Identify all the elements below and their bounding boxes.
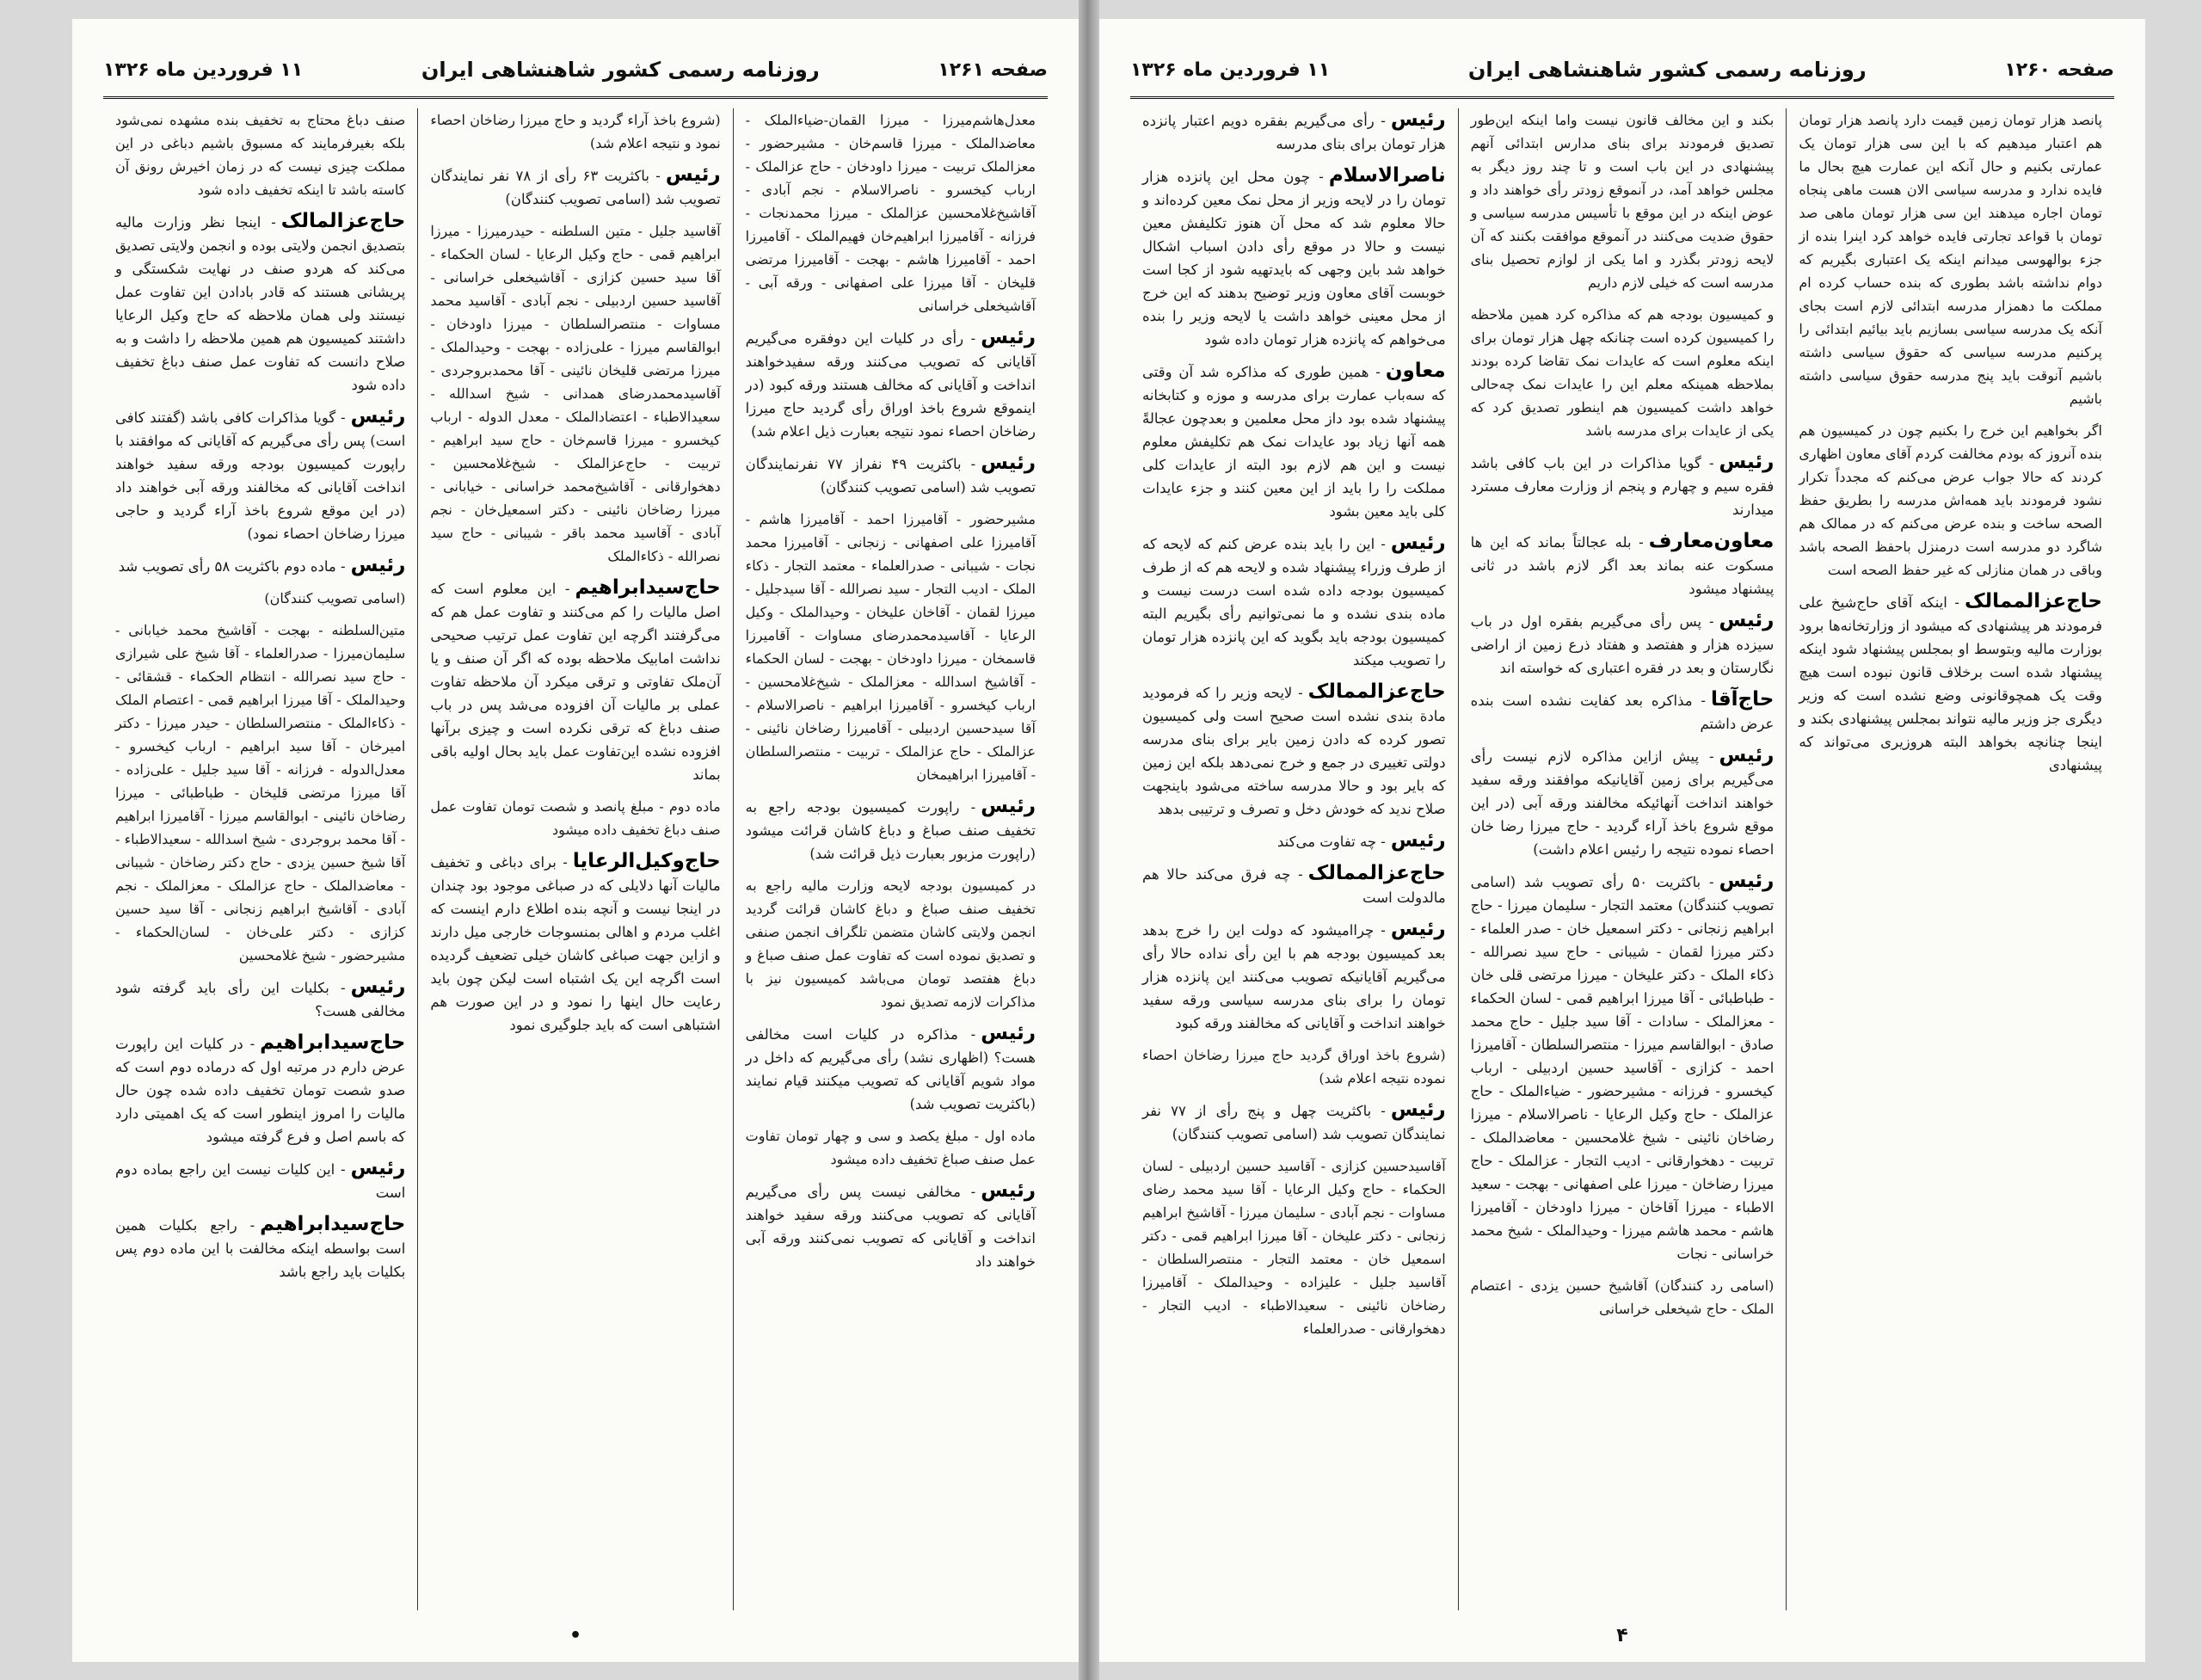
speech-paragraph	[1142, 862, 1446, 909]
paragraph-text: - باکثریت ۶۳ رأی از ۷۸ نفر نمایندگان تصویب شد (اسامی تصویب کنندگان)	[430, 168, 721, 207]
speaker-name: رئیس	[981, 326, 1036, 348]
newspaper-title: روزنامه رسمی کشور شاهنشاهی ایران	[421, 58, 820, 82]
paragraph-text: - رأی می‌گیریم بفقره دویم اعتبار پانزده هزار تومان برای بنای مدرسه	[1141, 113, 1446, 152]
speaker-name: رئیس	[1719, 451, 1775, 473]
paragraph-text: - راجع بکلیات همین است بواسطه اینکه مخالفت با این ماده دوم پس بکلیات باید راجع باشد	[115, 1217, 406, 1280]
speaker-name: رئیس	[350, 554, 406, 576]
speaker-name: رئیس	[981, 1179, 1036, 1202]
speech-paragraph	[1142, 918, 1446, 1035]
column	[417, 108, 732, 1610]
paragraph-text: - باکثریت ۵۰ رأی تصویب شد (اسامی تصویب کنندگان) معتمد التجار - سلیمان میرزا - حاج ابراهیم زنجانی - دکتر اسمعیل خان - صدر العلماء - دکتر میرزا لقمان - شیبانی - حاج سید نصرالله - ذکاء الملک - دکتر علیخان - میرزا مرتضی قلی خان - طباطبائی - آقا میرزا ابراهیم قمی - لسان الحکماء - معزالملک - سادات - آقا سید جلیل - حاج محمد صادق - ابوالقاسم میرزا - منتصرالسلطان - آقامیرزا احمد - کزازی - آقاسید حسین اردبیلی - ارباب کیخسرو - فرزانه - مشیرحضور - ضیاءالملک - حاج عزالملک - حاج وکیل الرعایا - ناصرالاسلام - میرزا رضاخان نائینی - شیخ غلامحسین - معاضدالملک - تربیت - دهخوارقانی - ادیب التجار - عزالملک - حاج میرزا رضاخان - میرزا علی اصفهانی - بهجت - سعید الاطباء - میرزا آقاخان - میرزا داودخان - آقامیرزا هاشم - محمد هاشم میرزا - وحیدالملک - شیخ محمد خراسانی - نجات	[1470, 874, 1775, 1262]
speech-paragraph	[1799, 590, 2102, 777]
paragraph-text: (اسامی تصویب کنندگان)	[264, 590, 406, 606]
speaker-name: حاج‌عزالممالک	[1965, 590, 2102, 612]
speaker-name: رئیس	[981, 795, 1036, 817]
paragraph-text: ماده دوم - مبلغ پانصد و شصت تومان تفاوت عمل صنف دباغ تخفیف داده میشود	[430, 798, 721, 838]
speaker-name: حاج‌سیدابراهیم	[575, 576, 721, 599]
paragraph-text: - چه تفاوت می‌کند	[1276, 834, 1386, 850]
speech-paragraph	[1471, 530, 1775, 600]
paragraph-text: - چراامیشود که دولت این را خرج بدهد بعد کمیسیون بودجه هم با این رأی نداده حالا رأی می‌گیریم آقایانیکه تصویب می‌کنند این پانزده هزار تومان را برای بنای مدرسه سیاسی ورقه سفید خواهند انداخت و آقایانی که مخالفند ورقه کبود	[1141, 922, 1446, 1031]
paragraph-text: - چه فرق می‌کند حالا هم مالدولت است	[1141, 866, 1446, 906]
column	[1130, 108, 1458, 1610]
speaker-name: حاج‌آقا	[1710, 688, 1775, 711]
speech-paragraph	[430, 108, 720, 155]
speech-paragraph	[115, 1213, 405, 1283]
paragraph-text: - همین طوری که مذاکره شد آن وقتی که سه‌باب عمارت برای مدرسه و موزه و کتابخانه پیشنهاد شده بود داز محل معلمین و بعدچون عجالةً همه آنها زیاد بود عایدات نمک هم تکلیفش معلوم نیست و این هم لازم بود البته از عایدات کلی مملکت را را باید از این معین کنند و جزء عایدات کلی باید معین بشود	[1141, 364, 1446, 520]
paragraph-text: - ماده دوم باکثریت ۵۸ رأی تصویب شد	[118, 558, 346, 575]
binding-gutter	[1079, 0, 1099, 1680]
speech-paragraph	[1142, 1098, 1446, 1146]
speech-paragraph	[1471, 609, 1775, 680]
speech-paragraph	[115, 1031, 405, 1148]
speech-paragraph	[430, 795, 720, 841]
speech-paragraph	[115, 618, 405, 967]
paragraph-text: - پیش ازاین مذاکره لازم نیست رأی می‌گیریم برای زمین آقایانیکه موافقند ورقه سفید خواهند انداخت آنهائیکه مخالفند ورقه آبی (در این موقع شروع باخذ آراء گردید - حاج میرزا رضا خان احصاء نموده نتیجه را رئیس اعلام داشت)	[1470, 748, 1775, 858]
speaker-name: رئیس	[981, 452, 1036, 474]
speech-paragraph	[115, 975, 405, 1023]
speech-paragraph	[1142, 360, 1446, 523]
speech-paragraph	[115, 210, 405, 397]
paragraph-text: (اسامی رد کنندگان) آقاشیخ حسین یزدی - اعتصام الملک - حاج شیخعلی خراسانی	[1470, 1277, 1775, 1317]
paragraph-text: - مخالفی نیست پس رأی می‌گیریم آقایانی که تصویب می‌کنند ورقه سفید خواهند انداخت و آقایانی که تصویب نمی‌کنند ورقه آبی خواهند داد	[745, 1184, 1036, 1270]
speech-paragraph	[1471, 451, 1775, 521]
speech-paragraph	[746, 452, 1036, 499]
speech-paragraph	[1142, 532, 1446, 672]
speech-paragraph	[115, 108, 405, 201]
speaker-name: رئیس	[1719, 609, 1775, 631]
paragraph-text: - اینجا نظر وزارت مالیه بتصدیق انجمن ولایتی بوده و انجمن ولایتی تصدیق می‌کند که هردو صنف در نهایت شکستگی و پریشانی هستند که قادر بادادن این تفاوت عمل نیستند ولی همان ملاحظه که حاج وکیل الرعایا داشتند کمیسیون هم همین ملاحظه را داشت و به صلاح دانست که تفاوت عمل صنف دباغ تخفیف داده شود	[115, 214, 406, 393]
page-folio: ۴	[1616, 1625, 1628, 1646]
column	[1458, 108, 1787, 1610]
paragraph-text: - گویا مذاکرات کافی باشد (گفتند کافی است) پس رأی می‌گیریم که آقایانی که موافقند با راپورت کمیسیون بودجه ورقه سفید خواهند انداخت آقایانی که مخالفند ورقه آبی خواهند داد (در این موقع شروع باخذ آراء گردید و حاجی میرزا رضاخان احصاء نمود)	[115, 409, 406, 542]
right-page-columns	[1130, 108, 2114, 1610]
paragraph-text: - در کلیات این راپورت عرض دارم در مرتبه اول که درماده دوم است که صدو شصت تومان تخفیف داده شده چون حال مالیات را امروز اینطور است که یک اهمیتی دارد که باسم اصل و فرع گرفته میشود	[115, 1036, 406, 1145]
speaker-name: رئیس	[350, 405, 406, 428]
speaker-name: معاون‌معارف	[1648, 530, 1775, 552]
speech-paragraph	[1142, 108, 1446, 156]
speaker-name: رئیس	[350, 1157, 406, 1179]
left-page	[72, 19, 1079, 1662]
speaker-name: حاج‌عزالمالک	[280, 210, 406, 232]
speech-paragraph	[430, 576, 720, 786]
speaker-name: حاج‌عزالممالک	[1307, 680, 1446, 703]
speech-paragraph	[746, 795, 1036, 865]
speech-paragraph	[1142, 1043, 1446, 1090]
speech-paragraph	[1142, 164, 1446, 351]
issue-date: ۱۱ فروردین ماه ۱۳۲۶	[103, 58, 304, 81]
page-number: صفحه ۱۲۶۱	[938, 58, 1048, 81]
speaker-name: رئیس	[1719, 744, 1775, 766]
paragraph-text: - پس رأی می‌گیریم بفقره اول در باب سیزده هزار و هفتصد و هفتاد ذرع زمین از اراضی نگارستان و بعد در فقره اعتباری که خواسته اند	[1470, 613, 1775, 676]
speaker-name: رئیس	[1390, 1098, 1446, 1121]
speaker-name: رئیس	[1719, 870, 1775, 892]
speech-paragraph	[1142, 1154, 1446, 1340]
paragraph-text: بکند و این مخالف قانون نیست واما اینکه این‌طور تصدیق فرمودند برای بنای مدارس ابتدائی آنهم پیشنهادی در این باب است و تا چند روز دیگر به مجلس خواهد آمد، در آنموقع زودتر رأی خواهند داد و عوض اینکه در این موقع با تأسیس مدرسه سیاسی و حقوق ضدیت می‌کنند در آنموقع موافقت بکنند که آن لایحه زودتر بگذرد و اما یکی از لوازم تحصیل بنای مدرسه است که خیلی لازم داریم	[1470, 112, 1775, 291]
column	[103, 108, 417, 1610]
speech-paragraph	[1471, 108, 1775, 294]
left-page-header	[103, 43, 1048, 99]
paragraph-text: آقاسید جلیل - متین السلطنه - حیدرمیرزا - میرزا ابراهیم قمی - حاج وکیل الرعایا - لسان الحکماء - آقا سید حسین کزازی - آقاشیخعلی خراسانی - آقاسید حسین اردبیلی - نجم آبادی - آقاسید محمد مساوات - منتصرالسلطان - میرزا داودخان - ابوالقاسم میرزا - علی‌زاده - بهجت - وحیدالملک - میرزا مرتضی قلیخان نائینی - آقا محمدبروجردی - آقاسیدمحمدرضای همدانی - شیخ اسدالله - سعیدالاطباء - اعتضادالملک - معدل الدوله - ارباب کیخسرو - میرزا قاسم‌خان - حاج سید ابراهیم - تربیت - حاج‌عزالملک - شیخ‌غلامحسین - دهخوارقانی - آقاشیخ‌محمد خراسانی - خیابانی - میرزا رضاخان نائینی - دکتر اسمعیل‌خان - نجم آبادی - آقاسید محمد باقر - شیبانی - حاج سید نصرالله - ذکاءالملک	[430, 223, 721, 564]
speech-paragraph	[115, 554, 405, 578]
speaker-name: رئیس	[350, 975, 406, 998]
paragraph-text: - باکثریت چهل و پنج رأی از ۷۷ نفر نمایندگان تصویب شد (اسامی تصویب کنندگان)	[1141, 1103, 1446, 1142]
column	[733, 108, 1048, 1610]
paragraph-text: صنف دباغ محتاج به تخفیف بنده مشهده نمی‌شود بلکه بغیرفرمایند که مسبوق باشیم دباغی در این مملکت چیزی نیست که در زمان اخیرش رونق آن کاسته باشد تا اینکه تخفیف داده شود	[115, 112, 406, 198]
speech-paragraph	[746, 1179, 1036, 1273]
speaker-name: معاون	[1385, 360, 1446, 382]
paragraph-text: اگر بخواهیم این خرج را بکنیم چون در کمیسیون هم بنده آنروز که بودم مخالفت کردم آقای معاون اظهاری کردند که حالا جواب عرض می‌کنم که مجدداً تکرار نشود فرمودند باید همه‌اش مدرسه را بطریق حفظ الصحه ساخت و بنده عرض می‌کنم که در ممالک هم شاگرد دو مدرسه است درمنزل باحفظ الصحه باشد وباقی در همان منازلی که غیر حفظ الصحه است	[1799, 422, 2102, 578]
speech-paragraph	[1799, 108, 2102, 410]
speech-paragraph	[115, 405, 405, 545]
paragraph-text: - این معلوم است که اصل مالیات را کم می‌کنند و تفاوت عمل هم که می‌گرفتند اگرچه این تفاوت عمل ترتیب صحیحی نداشت امابیک ملاحظه بوده که اگر آن صنف و یا آن‌ملک تفاوتی و ترقی میکرد آن ملاحظه تفاوت عملی بر مالیات آن افزوده می‌شد پس در باب صنف دباغ که ترقی نکرده است و چیزی برآنها افزوده نشده این‌تفاوت عمل باید بحال اولیه باقی بماند	[430, 581, 721, 783]
paragraph-text: - گویا مذاکرات در این باب کافی باشد فقره سیم و چهارم و پنجم از وزارت معارف مسترد میدارند	[1470, 455, 1775, 518]
speech-paragraph	[1471, 744, 1775, 861]
paragraph-text: در کمیسیون بودجه لایحه وزارت مالیه راجع به تخفیف صنف صباغ و دباغ کاشان قرائت گردید انجمن ولایتی کاشان متضمن تلگراف انجمن صنفی و تصدیق نموده است که تفاوت عمل صنف صباغ و دباغ هفتصد تومان می‌باشد کمیسیون نیز با مذاکرات لازمه تصدیق نمود	[745, 877, 1036, 1010]
speech-paragraph	[115, 1157, 405, 1204]
speaker-name: رئیس	[1390, 829, 1446, 852]
right-page-header	[1130, 43, 2114, 99]
column	[1786, 108, 2114, 1610]
speaker-name: حاج‌عزالممالک	[1307, 862, 1446, 884]
speaker-name: رئیس	[1390, 108, 1446, 131]
speech-paragraph	[430, 163, 720, 211]
page-folio: •	[569, 1625, 582, 1646]
speech-paragraph	[746, 108, 1036, 317]
page-number: صفحه ۱۲۶۰	[2004, 58, 2114, 81]
paragraph-text: - رأی در کلیات این دوفقره می‌گیریم آقایانی که تصویب می‌کنند ورقه سفیدخواهند انداخت و آقایانی که مخالف هستند ورقه کبود (در اینموقع شروع باخذ اوراق رأی گردید حاج میرزا رضاخان احصاء نمود نتیجه بعبارت ذیل اعلام شد)	[745, 330, 1036, 440]
left-page-columns	[103, 108, 1048, 1610]
paragraph-text: مشیرحضور - آقامیرزا احمد - آقامیرزا هاشم - آقامیرزا علی اصفهانی - زنجانی - آقامیرزا محمد نجات - شیبانی - صدرالعلماء - معتمد التجار - ذکاء الملک - ادیب التجار - سید نصرالله - آقا سید‌جلیل - میرزا لقمان - آقاخان علیخان - وحیدالملک - وکیل الرعایا - آقاسیدمحمدرضای مساوات - آقامیرزا قاسمخان - میرزا داودخان - بهجت - لسان الحکماء - آقاشیخ اسدالله - معزالملک - شیخ‌غلامحسین - ارباب کیخسرو - آقامیرزا ابراهیم - ناصرالاسلام - آقا سیدحسین اردبیلی - آقامیرزا رضاخان نائینی - عزالملک - حاج عزالملک - تربیت - منتصرالسلطان - آقامیرزا ابراهیمخان	[745, 511, 1036, 783]
paragraph-text: - چون محل این پانزده هزار تومان را در لایحه وزیر از محل نمک معین کرده‌اند و حالا معلوم شد که محل آن هنوز تکلیفش معین نیست و حالا در موقع رأی دادن اسباب اشکال خواهد شد باین وجهی که بایدتهیه شود از کجا است خوبست آقای معاون وزیر توضیح بدهند که این خرج از محل معینی خواهد داشت یا لایحه وزیر را بنده می‌خواهم که پانزده هزار تومان داده شود	[1141, 169, 1446, 348]
speaker-name: حاج‌سیدابراهیم	[260, 1031, 406, 1054]
speaker-name: حاج‌وکیل‌الرعایا	[572, 850, 721, 872]
speech-paragraph	[746, 326, 1036, 443]
paragraph-text: ماده اول - مبلغ یکصد و سی و چهار تومان تفاوت عمل صنف صباغ تخفیف داده میشود	[745, 1128, 1036, 1167]
paragraph-text: و کمیسیون بودجه هم که مذاکره کرد همین ملاحظه را کمیسیون کرده است چنانکه چهل هزار تومان برای اینکه معلوم است که عایدات نمک تقاضا کرده بودند بملاحظه همینکه معلم این را عایدات نمک چه‌حالی خواهد داشت کمیسیون هم اینطور تصدیق کرد که یکی از عایدات برای مدرسه باشد	[1470, 306, 1775, 439]
speech-paragraph	[1799, 419, 2102, 582]
speaker-name: رئیس	[981, 1022, 1036, 1044]
paragraph-text: - مذاکره در کلیات است مخالفی هست؟ (اظهاری نشد) رأی می‌گیریم که داخل در مواد شویم آقایانی که تصویب میکنند قیام نمایند (باکثریت تصویب شد)	[745, 1026, 1036, 1112]
paragraph-text: (شروع باخذ اوراق گردید حاج میرزا رضاخان احصاء نموده نتیجه اعلام شد)	[1141, 1047, 1446, 1086]
speech-paragraph	[430, 219, 720, 568]
right-page	[1099, 19, 2145, 1662]
speaker-name: رئیس	[1390, 918, 1446, 940]
speech-paragraph	[746, 1124, 1036, 1171]
issue-date: ۱۱ فروردین ماه ۱۳۲۶	[1130, 58, 1331, 81]
speaker-name: ناصرالاسلام	[1328, 164, 1446, 187]
speech-paragraph	[115, 587, 405, 610]
speech-paragraph	[1471, 1274, 1775, 1320]
speech-paragraph	[746, 874, 1036, 1013]
paragraph-text: - اینکه آقای حاج‌شیخ علی فرمودند هر پیشنهادی که میشود از وزارتخانه‌ها برود بوزارت مالیه وبتوسط او بمجلس پیشنهاد شود اینکه پیشنهاد شده است برخلاف قانون نبوده است هیچ وقت یک همچوقانونی وضع نشده است که وزیر دیگری جز وزیر مالیه نتواند بمجلس پیشنهادی بکند و اینجا چنانچه بخواهد البته هروزیری می‌تواند که پیشنهادی	[1799, 594, 2102, 773]
paragraph-text: - راپورت کمیسیون بودجه راجع به تخفیف صنف صباغ و دباغ کاشان قرائت میشود (راپورت مزبور بعبارت ذیل قرائت شد)	[745, 799, 1036, 862]
speech-paragraph	[746, 1022, 1036, 1116]
paragraph-text: متین‌السلطنه - بهجت - آقاشیخ محمد خیابانی - سلیمان‌میرزا - صدرالعلماء - آقا شیخ علی شیرازی - حاج سید نصرالله - انتظام الحکماء - قشقائی - وحیدالملک - آقا میرزا ابراهیم قمی - اعتصام الملک - ذکاءالملک - منتصرالسلطان - حیدر میرزا - دکتر امیرخان - آقا سید ابراهیم - ارباب کیخسرو - معدل‌الدوله - فرزانه - آقا سید جلیل - علی‌زاده - آقا میرزا مرتضی قلیخان - طباطبائی - میرزا رضاخان نائینی - ابوالقاسم میرزا - آقامیرزا ابراهیم - آقا محمد بروجردی - شیخ اسدالله - سعیدالاطباء - آقا شیخ حسین یزدی - حاج دکتر رضاخان - شیبانی - معاضدالملک - حاج عزالملک - معزالملک - نجم آبادی - آقاشیخ ابراهیم زنجانی - آقا سید حسین کزازی - دکتر علی‌خان - لسان‌الحکماء - مشیرحضور - شیخ غلامحسین	[115, 622, 406, 963]
speech-paragraph	[1471, 303, 1775, 442]
paragraph-text: معدل‌هاشم‌میرزا - میرزا القمان-ضیاءالملک - معاضد‌الملک - میرزا قاسم‌خان - مشیرحضور - معزالملک تربیت - میرزا داودخان - حاج عزالملک - ارباب کیخسرو - ناصرالاسلام - نجم آبادی - آقاشیخ‌غلامحسین عزالملک - میرزا محمدنجات - فرزانه - آقامیرزا ابراهیم‌خان فهیم‌الملک - آقامیرزا احمد - آقامیرزا هاشم - بهجت - آقامیرزا مرتضی قلیخان - آقا میرزا علی اصفهانی - ورقه آبی - آقاشیخعلی خراسانی	[745, 112, 1036, 314]
speaker-name: حاج‌سید‌ابراهیم	[260, 1213, 406, 1235]
speaker-name: رئیس	[665, 163, 721, 186]
speech-paragraph	[430, 850, 720, 1037]
paragraph-text: - مذاکره بعد کفایت نشده است بنده عرض داشتم	[1470, 692, 1775, 732]
paragraph-text: - لایحه وزیر را که فرمودید مادة بندی نشده است صحیح است ولی کمیسیون تصور کرده که دادن زمین بایر برای بنای مدرسه دولتی تغییری در جمع و خرج نمی‌دهد بلکه این زمین که بایر بود و حالا مدرسه ساخته می‌شود باینجهت صلاح ندید که خودش دخل و تصرف و ترتیبی بدهد	[1141, 685, 1446, 817]
paragraph-text: - باکثریت ۴۹ نفراز ۷۷ نفرنمایندگان تصویب شد (اسامی تصویب کنندگان)	[745, 456, 1036, 495]
paragraph-text: (شروع باخذ آراء گردید و حاج میرزا رضاخان احصاء نمود و نتیجه اعلام شد)	[430, 112, 721, 151]
speech-paragraph	[1142, 680, 1446, 821]
speech-paragraph	[1471, 870, 1775, 1265]
paragraph-text: - بله عجالتاً بماند که این ها مسکوت عنه بماند بعد اگر لازم باشد در ثانی پیشنهاد میشود	[1470, 534, 1775, 597]
speech-paragraph	[1471, 688, 1775, 735]
paragraph-text: - برای دباغی و تخفیف مالیات آنها دلایلی که در صباغی موجود بود چندان در اینجا نیست و آنچه بنده اطلاع دارم اینست که اغلب مردم و اهالی بمنسوجات خارجی میل دارند و ازاین جهت صباغی کاشان خیلی تضعیف گردیده است اگرچه این یک اشتباه است لیکن چون باید رعایت حال اینها را نمود و در این صورت هم اشتباهی است که باید جلوگیری نمود	[430, 854, 721, 1033]
newspaper-title: روزنامه رسمی کشور شاهنشاهی ایران	[1467, 58, 1867, 82]
paragraph-text: پانصد هزار تومان زمین قیمت دارد پانصد هزار تومان هم اعتبار میدهیم که با این سی هزار تومان یک عمارتی بکنیم و حال آنکه این عمارت هیچ بحال ما فایده ندارد و مدرسه سیاسی الان هست ماهی پنجاه تومان اجاره میدهند این سی هزار تومان ماهی صد تومان با قواعد تجارتی فایده خواهد کرد اینرا بنده از جزء بوالهوسی میدانم اینکه یک اعتباری بگیریم که دوام نداشته باشد بطوری که بنده حساب کرده ام مملکت ما دهمزار مدرسه ابتدائی لازم است بجای آنکه یک مدرسه سیاسی بسازیم باید بیائیم ابتدائی را پرکنیم مدرسه سیاسی که حقوق سیاسی داشته باشیم آنوقت باید پنج مدرسه حقوق سیاسی داشته باشیم	[1799, 112, 2102, 407]
speech-paragraph	[1142, 829, 1446, 853]
paragraph-text: - بکلیات این رأی باید گرفته شود مخالفی هست؟	[115, 980, 406, 1019]
paragraph-text: آقاسیدحسین کزازی - آقاسید حسین اردبیلی - لسان الحکماء - حاج وکیل الرعایا - آقا سید محمد رضای مساوات - نجم آبادی - سلیمان میرزا - آقاشیخ ابراهیم زنجانی - دکتر علیخان - آقا میرزا ابراهیم قمی - دکتر اسمعیل خان - معتمد التجار - منتصرالسلطان - آقاسید جلیل - علیزاده - وحیدالملک - آقامیرزا رضاخان نائینی - سعیدالاطباء - ادیب التجار - دهخوارقانی - صدرالعلماء	[1141, 1158, 1446, 1337]
speaker-name: رئیس	[1390, 532, 1446, 554]
speech-paragraph	[746, 508, 1036, 786]
paragraph-text: - این کلیات نیست این راجع بماده دوم است	[115, 1161, 406, 1201]
paragraph-text: - این را باید بنده عرض کنم که لایحه که از طرف وزراء پیشنهاد شده و لایحه هم که از طرف کمیسیون بودجه داده شده است درست نیست و ماده بندی نشده و ما نمی‌توانیم رأی بگیریم البته کمیسیون بودجه باید بگوید که این پانزده هزار تومان را تصویب میکند	[1141, 536, 1446, 668]
